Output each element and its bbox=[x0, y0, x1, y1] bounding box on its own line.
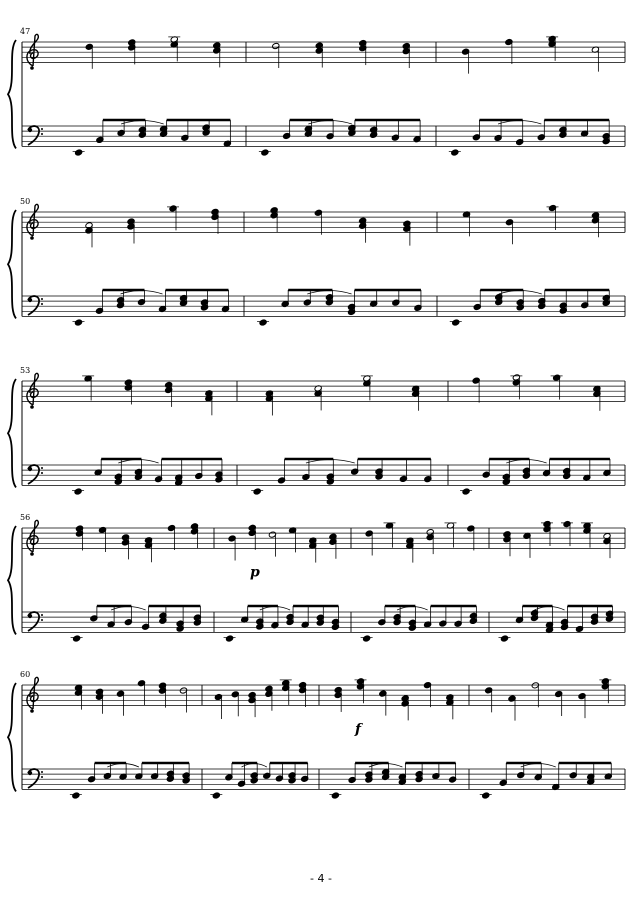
bass-clef-head bbox=[28, 128, 32, 132]
system-5 bbox=[8, 670, 625, 799]
brace bbox=[8, 379, 16, 487]
bass-clef-head bbox=[28, 771, 32, 775]
treble-clef-tail bbox=[30, 405, 34, 409]
bass-clef-dot bbox=[41, 298, 43, 300]
treble-clef-tail bbox=[30, 66, 34, 70]
treble-clef-icon bbox=[27, 373, 38, 405]
bass-clef-dot bbox=[41, 771, 43, 773]
bass-clef-head bbox=[28, 614, 32, 618]
note-head bbox=[452, 319, 460, 326]
note-head bbox=[261, 149, 269, 156]
measure-number: 47 bbox=[20, 27, 31, 36]
bass-clef-dot bbox=[41, 776, 43, 778]
treble-clef-icon bbox=[27, 520, 38, 552]
note-head bbox=[482, 792, 490, 799]
treble-clef-icon bbox=[27, 204, 38, 236]
dynamic-marking: f bbox=[355, 721, 362, 738]
treble-clef-tail bbox=[30, 552, 34, 556]
bass-clef-dot bbox=[41, 614, 43, 616]
bass-clef-dot bbox=[41, 128, 43, 130]
note-head bbox=[74, 319, 82, 326]
page-number: - 4 - bbox=[310, 872, 332, 885]
brace bbox=[8, 683, 16, 791]
bass-clef-dot bbox=[41, 472, 43, 474]
note-head bbox=[226, 635, 234, 642]
treble-clef-tail bbox=[30, 236, 34, 240]
note-head bbox=[331, 792, 339, 799]
bass-clef-dot bbox=[41, 619, 43, 621]
note-head bbox=[259, 319, 267, 326]
brace bbox=[8, 526, 16, 634]
treble-clef-icon bbox=[27, 34, 38, 66]
note-head bbox=[253, 488, 261, 495]
note-head bbox=[75, 149, 83, 156]
note-head bbox=[72, 792, 80, 799]
bass-clef-head bbox=[28, 467, 32, 471]
note-head bbox=[500, 635, 508, 642]
treble-clef-tail bbox=[30, 709, 34, 713]
brace bbox=[8, 210, 16, 318]
bass-clef-dot bbox=[41, 133, 43, 135]
system-4 bbox=[8, 513, 625, 642]
note-head bbox=[74, 488, 82, 495]
treble-clef-icon bbox=[27, 677, 38, 709]
note-head bbox=[462, 488, 470, 495]
brace bbox=[8, 40, 16, 148]
bass-clef-dot bbox=[41, 303, 43, 305]
note-head bbox=[73, 635, 81, 642]
note-head bbox=[451, 149, 459, 156]
system-2 bbox=[8, 197, 625, 326]
measure-number: 50 bbox=[20, 197, 31, 206]
system-3 bbox=[8, 366, 625, 495]
measure-number: 53 bbox=[20, 366, 31, 375]
note-head bbox=[212, 792, 220, 799]
bass-clef-dot bbox=[41, 467, 43, 469]
measure-number: 60 bbox=[20, 670, 31, 679]
note-head bbox=[363, 635, 371, 642]
dynamic-marking: p bbox=[250, 564, 260, 581]
system-1 bbox=[8, 27, 625, 156]
bass-clef-head bbox=[28, 298, 32, 302]
measure-number: 56 bbox=[20, 513, 31, 522]
